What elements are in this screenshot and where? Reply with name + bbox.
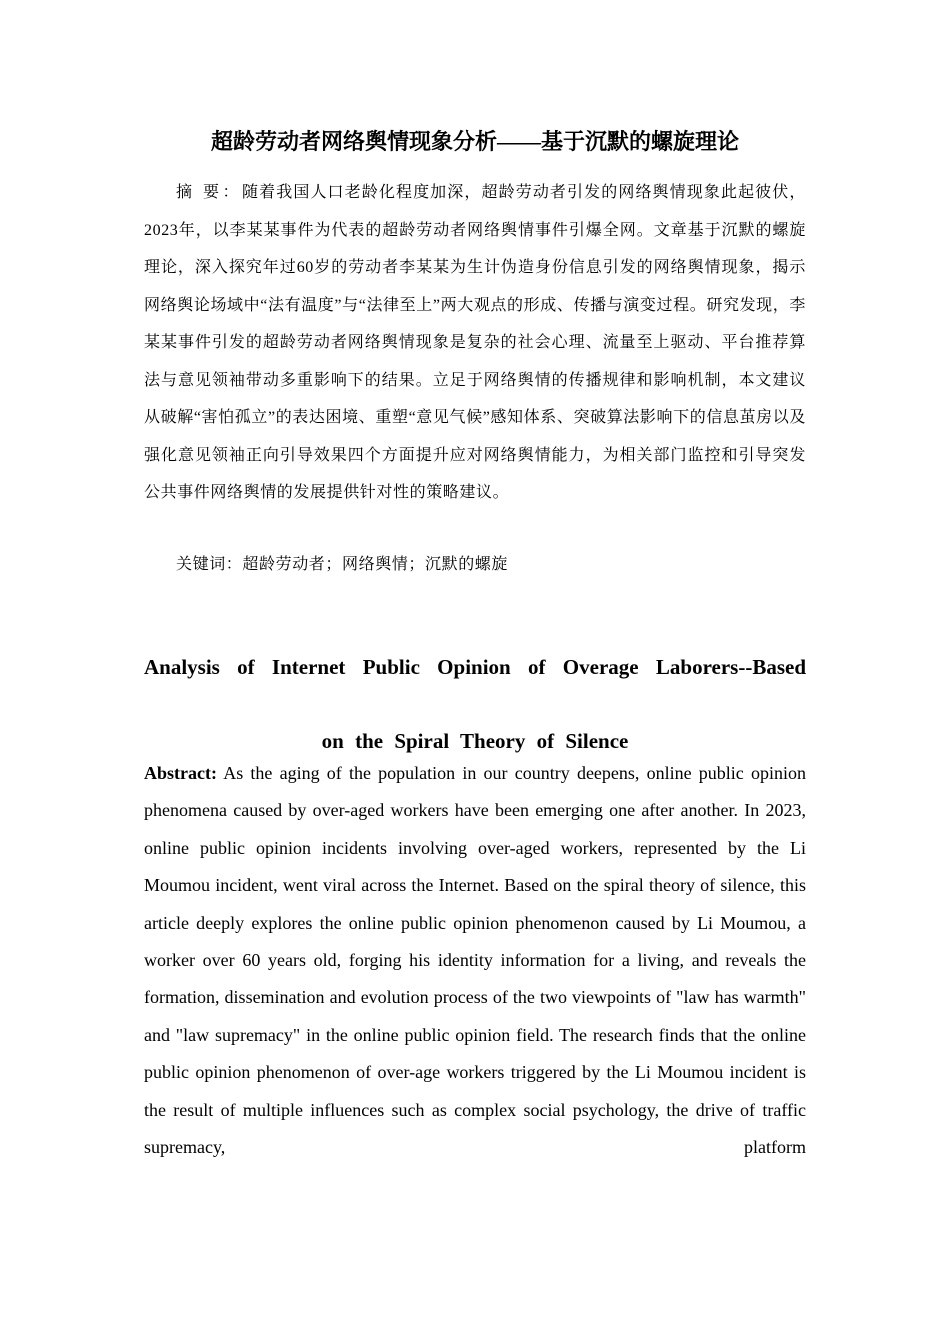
chinese-abstract-label: 摘 要：: [176, 184, 243, 201]
chinese-abstract: [144, 174, 806, 512]
english-abstract: [144, 755, 806, 1215]
english-abstract-label: Abstract:: [144, 763, 217, 783]
chinese-title: 超龄劳动者网络舆情现象分析——基于沉默的螺旋理论: [210, 129, 739, 154]
chinese-keywords: [144, 546, 806, 584]
english-title-line-2: on the Spiral Theory of Silence: [321, 729, 629, 753]
chinese-keywords-label: 关键词：: [176, 556, 243, 573]
chinese-keywords-text: 超龄劳动者；网络舆情；沉默的螺旋: [242, 556, 509, 573]
english-title-line-1: Analysis of Internet Public Opinion of Overage Laborers--Based: [144, 655, 806, 679]
chinese-abstract-text: 随着我国人口老龄化程度加深，超龄劳动者引发的网络舆情现象此起彼伏，2023年，以李某某事件为代表的超龄劳动者网络舆情事件引爆全网。文章基于沉默的螺旋理论，深入探究年过60岁的劳动者李某某为生计伪造身份信息引发的网络舆情现象，揭示网络舆论场域中“法有温度”与“法律至上”两大观点的形成、传播与演变过程。研究发现，李某某事件引发的超龄劳动者网络舆情现象是复杂的社会心理、流量至上驱动、平台推荐算法与意见领袖带动多重影响下的结果。立足于网络舆情的传播规律和影响机制，本文建议从破解“害怕孤立”的表达困境、重塑“意见气候”感知体系、突破算法影响下的信息茧房以及强化意见领袖正向引导效果四个方面提升应对网络舆情能力，为相关部门监控和引导突发公共事件网络舆情的发展提供针对性的策略建议。: [144, 184, 806, 501]
english-abstract-text: As the aging of the population in our country deepens, online public opinion phenomena caused by over-aged workers have been emerging one after another. In 2023, online public opinion incidents involving over-aged workers, represented by the Li Moumou incident, went viral across the Internet. Based on the spiral theory of silence, this article deeply explores the online public opinion phenomenon caused by Li Moumou, a worker over 60 years old, forging his identity information for a living, and reveals the formation, dissemination and evolution process of the two viewpoints of "law has warmth" and "law supremacy" in the online public opinion field. The research finds that the online public opinion phenomenon of over-age workers triggered by the Li Moumou incident is the result of multiple influences such as complex social psychology, the drive of traffic supremacy, platform: [144, 763, 806, 1158]
